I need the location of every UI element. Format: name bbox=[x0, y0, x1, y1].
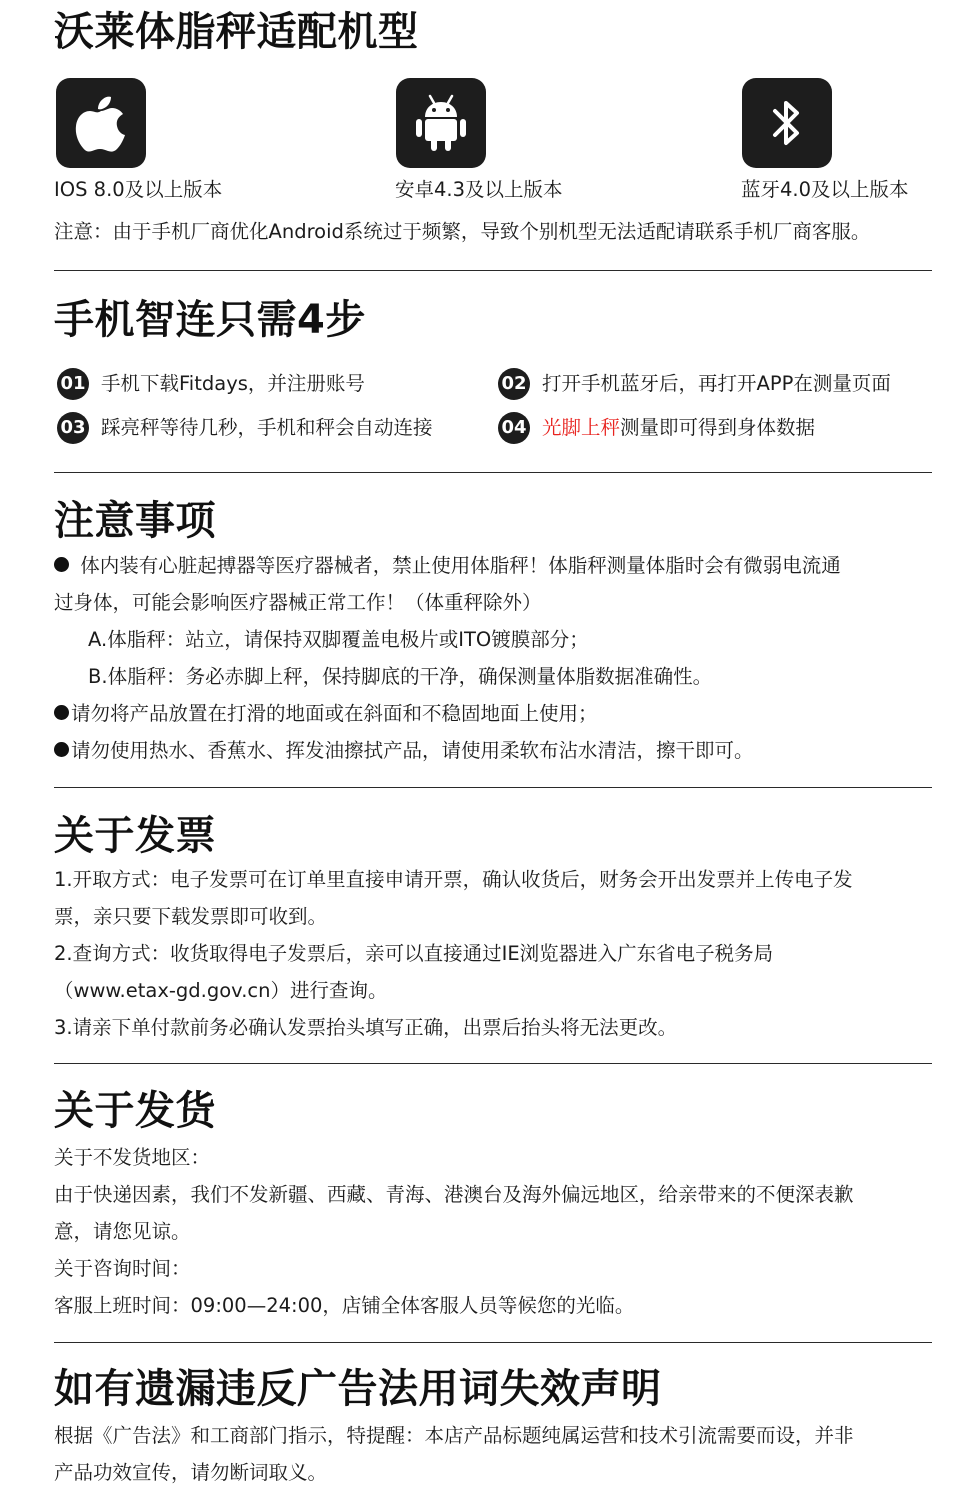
notice-line bbox=[54, 738, 754, 764]
shipping-line: 由于快递因素，我们不发新疆、西藏、青海、港澳台及海外偏远地区，给亲带来的不便深表歉 bbox=[54, 1183, 854, 1206]
step-text: 手机下载Fitdays，并注册账号 bbox=[101, 372, 365, 395]
invoice-line: 票，亲只要下载发票即可收到。 bbox=[54, 905, 328, 928]
notice-line: 过身体，可能会影响医疗器械正常工作！（体重秤除外） bbox=[54, 591, 542, 614]
step-number: 03 bbox=[57, 412, 89, 444]
step-text: 测量即可得到身体数据 bbox=[620, 416, 816, 439]
bullet-icon bbox=[54, 557, 69, 572]
compat-title: 沃莱体脂秤适配机型 bbox=[54, 9, 419, 55]
divider bbox=[54, 787, 932, 788]
step-number: 02 bbox=[498, 368, 530, 400]
steps-title: 手机智连只需4步 bbox=[54, 297, 366, 343]
shipping-line: 意，请您见谅。 bbox=[54, 1220, 191, 1243]
divider bbox=[54, 472, 932, 473]
step-text: 踩亮秤等待几秒，手机和秤会自动连接 bbox=[101, 416, 433, 439]
shipping-line: 关于不发货地区： bbox=[54, 1146, 211, 1169]
step-item bbox=[57, 368, 365, 400]
ios-version-label: IOS 8.0及以上版本 bbox=[54, 178, 223, 201]
step-text: 打开手机蓝牙后，再打开APP在测量页面 bbox=[542, 372, 891, 395]
notice-line: A.体脂秤：站立，请保持双脚覆盖电极片或ITO镀膜部分； bbox=[88, 628, 589, 651]
invoice-line: 3.请亲下单付款前务必确认发票抬头填写正确，出票后抬头将无法更改。 bbox=[54, 1016, 678, 1039]
step-number: 01 bbox=[57, 368, 89, 400]
notice-line: B.体脂秤：务必赤脚上秤，保持脚底的干净，确保测量体脂数据准确性。 bbox=[88, 665, 713, 688]
divider bbox=[54, 1342, 932, 1343]
invoice-line: （www.etax-gd.gov.cn）进行查询。 bbox=[54, 979, 388, 1002]
disclaimer-title: 如有遗漏违反广告法用词失效声明 bbox=[54, 1366, 662, 1412]
step-highlight-text: 光脚上秤 bbox=[542, 416, 621, 439]
shipping-line: 关于咨询时间： bbox=[54, 1257, 191, 1280]
divider bbox=[54, 270, 932, 271]
notice-text: 请勿使用热水、香蕉水、挥发油擦拭产品，请使用柔软布沾水清洁，擦干即可。 bbox=[71, 739, 754, 762]
bluetooth-version-label: 蓝牙4.0及以上版本 bbox=[741, 178, 909, 201]
step-item bbox=[498, 368, 891, 400]
bluetooth-icon bbox=[742, 78, 832, 168]
invoice-line: 1.开取方式：电子发票可在订单里直接申请开票，确认收货后，财务会开出发票并上传电子发 bbox=[54, 868, 853, 891]
invoice-title: 关于发票 bbox=[54, 813, 216, 859]
apple-icon bbox=[56, 78, 146, 168]
bullet-icon bbox=[54, 742, 69, 757]
disclaimer-line: 产品功效宣传，请勿断词取义。 bbox=[54, 1461, 328, 1484]
shipping-line: 客服上班时间：09:00—24:00，店铺全体客服人员等候您的光临。 bbox=[54, 1294, 635, 1317]
disclaimer-line: 根据《广告法》和工商部门指示，特提醒：本店产品标题纯属运营和技术引流需要而设，并非 bbox=[54, 1424, 854, 1447]
step-item bbox=[57, 412, 433, 444]
bullet-icon bbox=[54, 705, 69, 720]
shipping-title: 关于发货 bbox=[54, 1088, 216, 1134]
notice-line bbox=[54, 701, 598, 727]
step-item bbox=[498, 412, 815, 444]
notice-text: 体内装有心脏起搏器等医疗器械者，禁止使用体脂秤！体脂秤测量体脂时会有微弱电流通 bbox=[74, 554, 841, 577]
notice-line bbox=[54, 553, 841, 579]
android-icon bbox=[396, 78, 486, 168]
invoice-line: 2.查询方式：收货取得电子发票后，亲可以直接通过IE浏览器进入广东省电子税务局 bbox=[54, 942, 774, 965]
notice-text: 请勿将产品放置在打滑的地面或在斜面和不稳固地面上使用； bbox=[71, 702, 598, 725]
notice-title: 注意事项 bbox=[54, 498, 216, 544]
step-number: 04 bbox=[498, 412, 530, 444]
compat-note: 注意：由于手机厂商优化Android系统过于频繁，导致个别机型无法适配请联系手机厂商客服。 bbox=[54, 220, 871, 243]
divider bbox=[54, 1063, 932, 1064]
android-version-label: 安卓4.3及以上版本 bbox=[395, 178, 563, 201]
